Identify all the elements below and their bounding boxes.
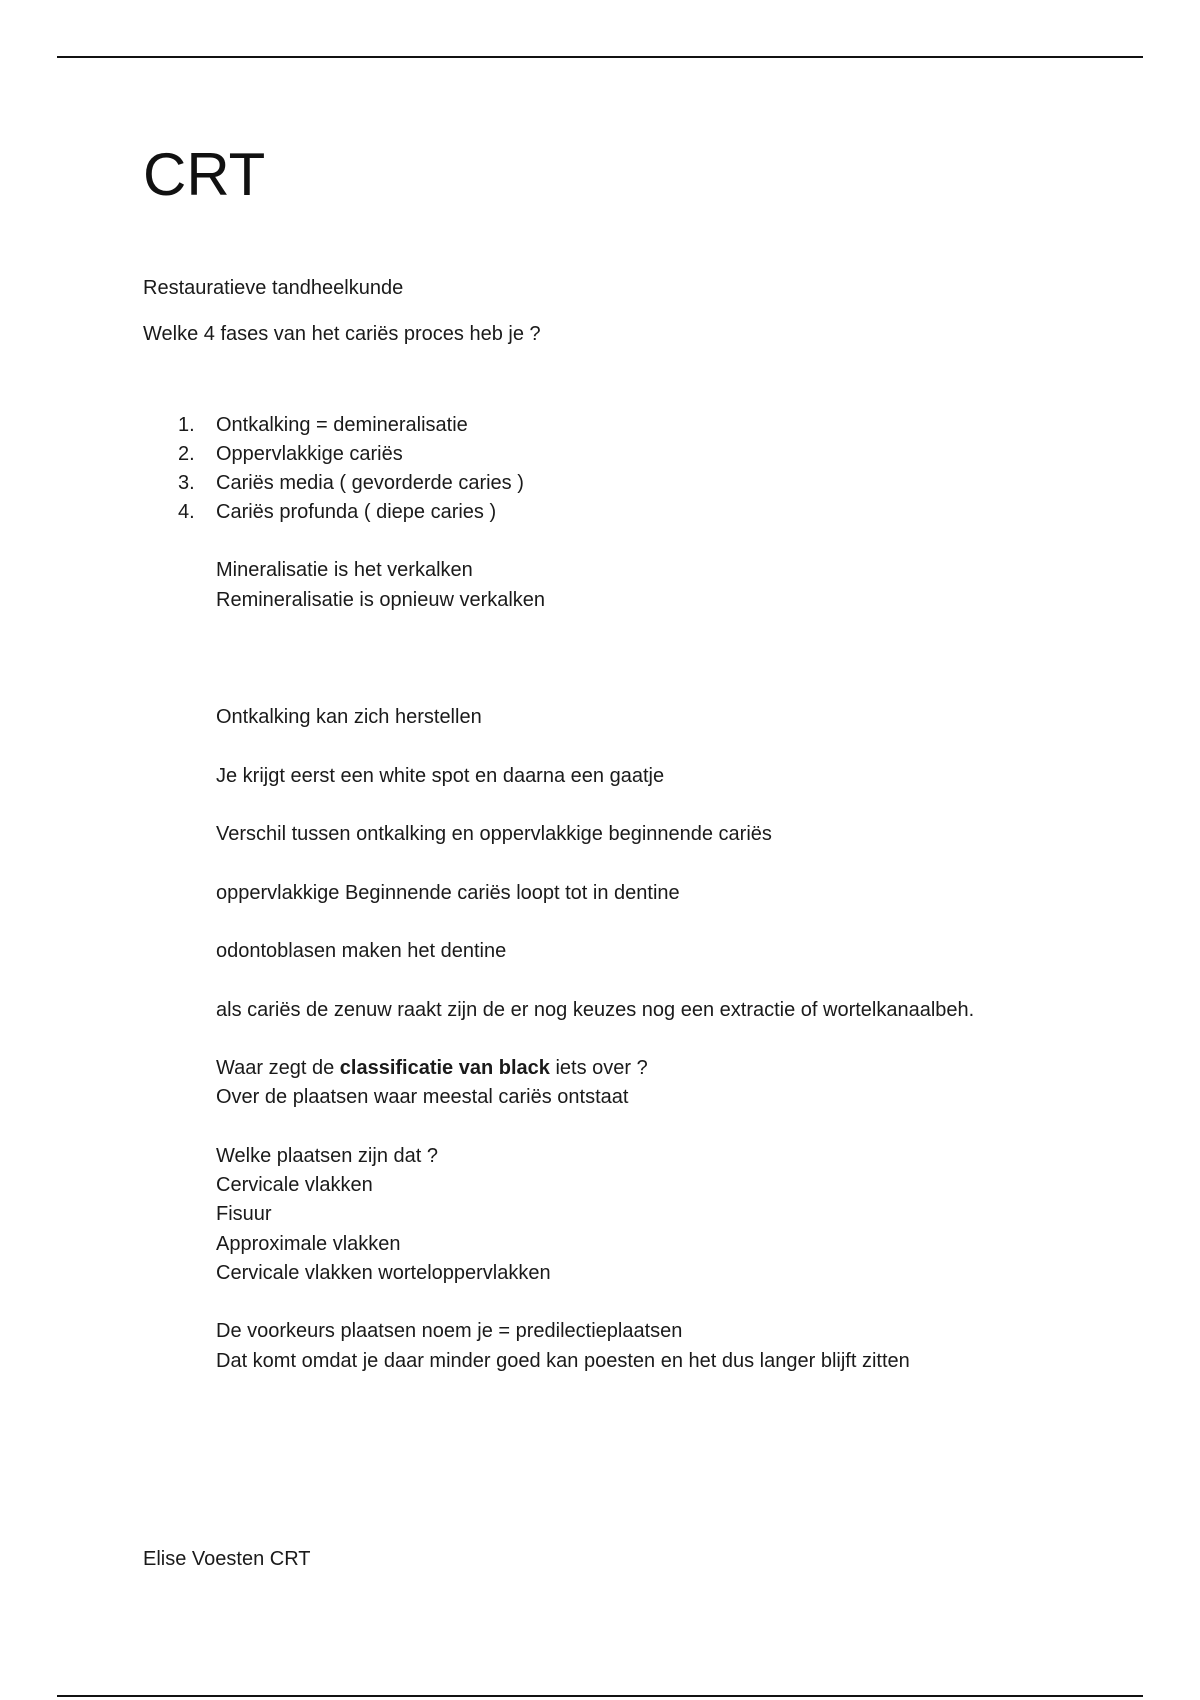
- list-number: 4.: [178, 501, 195, 523]
- black-question-pre: Waar zegt de: [216, 1057, 340, 1079]
- bottom-rule: [57, 1695, 1143, 1697]
- note-1: Ontkalking kan zich herstellen: [216, 706, 482, 728]
- mineral-line-1: Mineralisatie is het verkalken: [216, 559, 473, 581]
- list-item: Oppervlakkige cariës: [216, 443, 403, 465]
- list-item: Cariës profunda ( diepe caries ): [216, 501, 497, 523]
- note-2: Je krijgt eerst een white spot en daarna een gaatje: [216, 765, 665, 787]
- note-4: oppervlakkige Beginnende cariës loopt tot in dentine: [216, 882, 680, 904]
- predilection-line-2: Dat komt omdat je daar minder goed kan poesten en het dus langer blijft zitten: [216, 1350, 910, 1372]
- list-number: 2.: [178, 443, 195, 465]
- places-question: Welke plaatsen zijn dat ?: [216, 1145, 438, 1167]
- subtitle: Restauratieve tandheelkunde: [143, 277, 404, 299]
- black-question-post: iets over ?: [549, 1057, 648, 1079]
- note-3: Verschil tussen ontkalking en oppervlakkige beginnende cariës: [216, 823, 772, 845]
- place-item: Approximale vlakken: [216, 1233, 401, 1255]
- question-phases: Welke 4 fases van het cariës proces heb je ?: [143, 323, 541, 345]
- mineral-line-2: Remineralisatie is opnieuw verkalken: [216, 589, 546, 611]
- list-item: Ontkalking = demineralisatie: [216, 414, 468, 436]
- black-answer: Over de plaatsen waar meestal cariës ontstaat: [216, 1086, 629, 1108]
- list-item: Cariës media ( gevorderde caries ): [216, 472, 524, 494]
- note-6: als cariës de zenuw raakt zijn de er nog keuzes nog een extractie of wortelkanaalbeh.: [216, 999, 975, 1021]
- place-item: Cervicale vlakken worteloppervlakken: [216, 1262, 551, 1284]
- place-item: Cervicale vlakken: [216, 1174, 373, 1196]
- place-item: Fisuur: [216, 1203, 272, 1225]
- list-number: 3.: [178, 472, 195, 494]
- note-5: odontoblasen maken het dentine: [216, 940, 507, 962]
- list-number: 1.: [178, 414, 195, 436]
- top-rule: [57, 56, 1143, 58]
- predilection-line-1: De voorkeurs plaatsen noem je = predilectieplaatsen: [216, 1320, 683, 1342]
- black-question: [216, 1054, 648, 1082]
- black-question-bold: classificatie van black: [339, 1057, 550, 1079]
- footer-author: Elise Voesten CRT: [143, 1548, 311, 1570]
- page-title: CRT: [143, 141, 266, 208]
